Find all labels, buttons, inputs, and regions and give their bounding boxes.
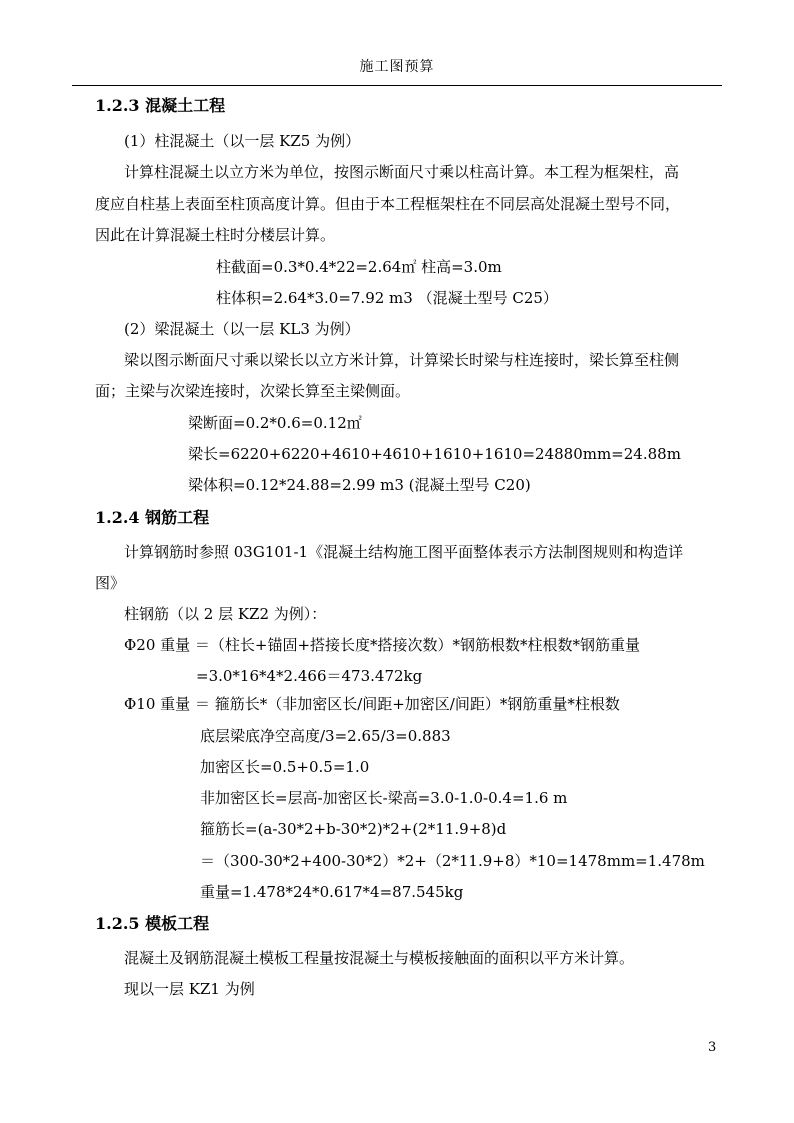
paragraph-line: 图》: [95, 574, 126, 592]
paragraph-line: (2）梁混凝土（以一层 KL3 为例）: [124, 320, 360, 338]
formula-line: 非加密区长=层高-加密区长-梁高=3.0-1.0-0.4=1.6 m: [200, 789, 568, 807]
formula-line: 底层梁底净空高度/3=2.65/3=0.883: [200, 727, 451, 745]
paragraph-line: 柱钢筋（以 2 层 KZ2 为例）：: [124, 605, 327, 623]
page-header-title: 施工图预算: [359, 59, 435, 75]
formula-line: 加密区长=0.5+0.5=1.0: [200, 758, 370, 776]
formula-line: Φ10 重量 ＝ 箍筋长*（非加密区长/间距+加密区/间距）*钢筋重量*柱根数: [124, 695, 620, 713]
paragraph-line: 计算钢筋时参照 03G101-1《混凝土结构施工图平面整体表示方法制图规则和构造详: [124, 543, 684, 561]
page-number: 3: [708, 1040, 717, 1055]
paragraph-line: 现以一层 KZ1 为例: [124, 980, 255, 998]
formula-line: 箍筋长=(a-30*2+b-30*2)*2+(2*11.9+8)d: [200, 820, 507, 838]
formula-line: =3.0*16*4*2.466＝473.472kg: [196, 667, 423, 685]
section-heading-formwork: 1.2.5 模板工程: [95, 914, 210, 933]
formula-line: ＝（300-30*2+400-30*2）*2+（2*11.9+8）*10=1478mm=1.478m: [200, 852, 705, 870]
paragraph-line: 面；主梁与次梁连接时，次梁长算至主梁侧面。: [95, 382, 411, 400]
paragraph-line: (1）柱混凝土（以一层 KZ5 为例）: [124, 132, 361, 150]
formula-line: 柱体积=2.64*3.0=7.92 m3 （混凝土型号 C25）: [216, 289, 558, 307]
paragraph-line: 混凝土及钢筋混凝土模板工程量按混凝土与模板接触面的面积以平方米计算。: [124, 949, 635, 967]
header-divider: [72, 85, 722, 86]
formula-line: 梁断面=0.2*0.6=0.12㎡: [188, 414, 362, 432]
section-heading-rebar: 1.2.4 钢筋工程: [95, 508, 210, 527]
paragraph-line: 计算柱混凝土以立方米为单位，按图示断面尺寸乘以柱高计算。本工程为框架柱，高: [124, 163, 680, 181]
formula-line: 柱截面=0.3*0.4*22=2.64㎡ 柱高=3.0m: [216, 258, 502, 276]
formula-line: Φ20 重量 ＝（柱长+锚固+搭接长度*搭接次数）*钢筋根数*柱根数*钢筋重量: [124, 636, 641, 654]
formula-line: 梁体积=0.12*24.88=2.99 m3 (混凝土型号 C20): [188, 476, 531, 494]
section-heading-concrete: 1.2.3 混凝土工程: [95, 96, 226, 115]
paragraph-line: 梁以图示断面尺寸乘以梁长以立方米计算，计算梁长时梁与柱连接时，梁长算至柱侧: [124, 351, 680, 369]
paragraph-line: 因此在计算混凝土柱时分楼层计算。: [95, 226, 336, 244]
paragraph-line: 度应自柱基上表面至柱顶高度计算。但由于本工程框架柱在不同层高处混凝土型号不同，: [95, 195, 681, 213]
formula-line: 梁长=6220+6220+4610+4610+1610+1610=24880mm=24.88m: [188, 445, 681, 463]
formula-line: 重量=1.478*24*0.617*4=87.545kg: [200, 883, 464, 901]
